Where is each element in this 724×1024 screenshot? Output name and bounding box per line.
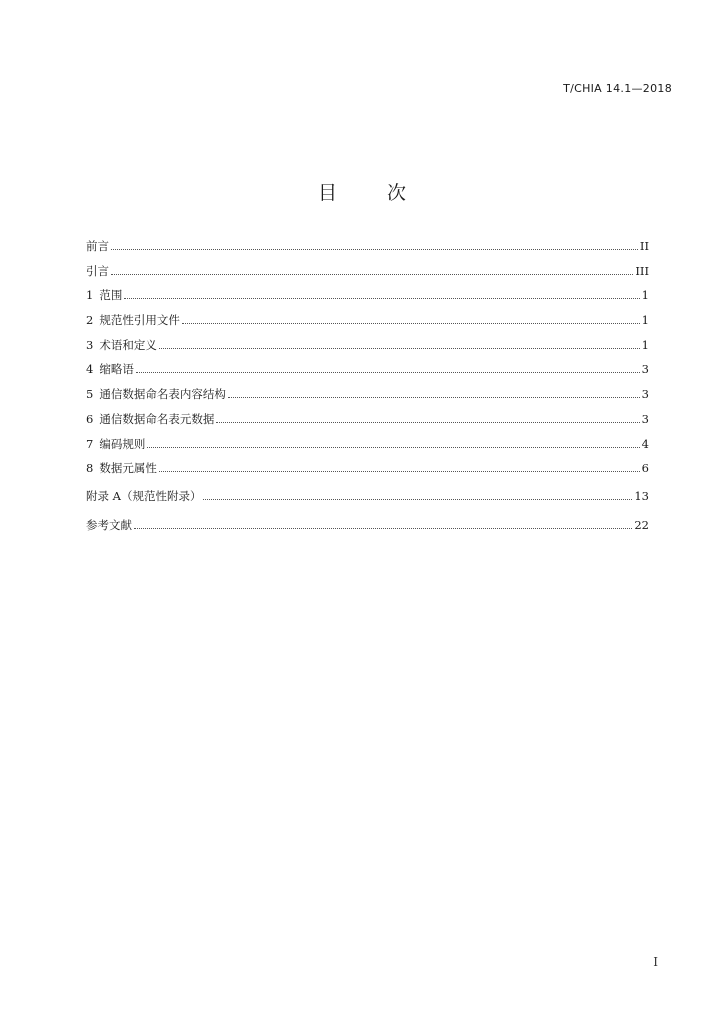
toc-leader-dots bbox=[147, 447, 639, 448]
toc-entry-page: 3 bbox=[641, 362, 649, 377]
toc-title: 目 次 bbox=[317, 182, 429, 204]
toc-entry-title: 术语和定义 bbox=[99, 337, 157, 352]
toc-entry-page: II bbox=[639, 239, 649, 253]
toc-leader-dots bbox=[159, 348, 640, 349]
toc-entry-section-4[interactable] bbox=[86, 361, 649, 386]
toc-leader-dots bbox=[124, 298, 639, 299]
toc-leader-dots bbox=[159, 471, 640, 472]
toc-leader-dots bbox=[216, 422, 639, 423]
page-number: I bbox=[653, 955, 658, 969]
toc-entry-title: 通信数据命名表元数据 bbox=[99, 411, 215, 426]
toc-entry-introduction[interactable] bbox=[86, 263, 649, 288]
toc-entry-section-3[interactable] bbox=[86, 337, 649, 362]
toc-entry-section-7[interactable] bbox=[86, 436, 649, 461]
toc-entry-title: 参考文献 bbox=[86, 517, 132, 532]
toc-entry-title: 前言 bbox=[86, 239, 109, 253]
toc-leader-dots bbox=[134, 528, 632, 529]
toc-entry-foreword[interactable] bbox=[86, 238, 649, 263]
toc-entry-section-6[interactable] bbox=[86, 411, 649, 436]
toc-entry-page: 1 bbox=[641, 288, 649, 303]
toc-entry-page: 1 bbox=[641, 313, 649, 328]
toc-entry-title: 规范性引用文件 bbox=[99, 313, 180, 328]
toc-leader-dots bbox=[111, 249, 638, 250]
toc-entry-number: 5 bbox=[86, 387, 94, 402]
toc-entry-page: 3 bbox=[641, 387, 649, 402]
toc-entry-page: III bbox=[635, 263, 649, 278]
toc-entry-page: 13 bbox=[634, 488, 649, 503]
toc-entry-title: 范围 bbox=[99, 288, 123, 303]
toc-entry-section-8[interactable] bbox=[86, 460, 649, 485]
toc-entry-number: 2 bbox=[86, 313, 94, 328]
toc-entry-section-5[interactable] bbox=[86, 386, 649, 411]
toc-entry-title: 引言 bbox=[86, 263, 109, 278]
toc-leader-dots bbox=[182, 323, 640, 324]
toc-entry-title: 缩略语 bbox=[99, 362, 134, 377]
toc-entry-section-2[interactable] bbox=[86, 312, 649, 337]
toc-entry-section-1[interactable] bbox=[86, 287, 649, 312]
toc-entry-title: 编码规则 bbox=[99, 436, 146, 451]
toc-entry-page: 4 bbox=[641, 436, 649, 451]
toc-entry-number: 3 bbox=[86, 337, 94, 352]
toc-entry-title: 附录 A（规范性附录） bbox=[86, 488, 202, 503]
toc-leader-dots bbox=[111, 274, 633, 275]
toc-entry-number: 6 bbox=[86, 411, 94, 426]
toc-entry-page: 1 bbox=[641, 337, 649, 352]
toc-entry-number: 1 bbox=[86, 288, 94, 303]
toc-entry-annex-a[interactable] bbox=[86, 488, 649, 514]
toc-leader-dots bbox=[228, 397, 640, 398]
toc-entry-bibliography[interactable] bbox=[86, 517, 649, 542]
toc-entry-number: 7 bbox=[86, 436, 94, 451]
toc-list bbox=[86, 238, 649, 542]
toc-entry-page: 6 bbox=[641, 461, 649, 476]
toc-entry-number: 4 bbox=[86, 362, 94, 377]
toc-entry-number: 8 bbox=[86, 461, 94, 476]
toc-leader-dots bbox=[203, 499, 632, 500]
document-code: T/CHIA 14.1—2018 bbox=[563, 82, 672, 95]
toc-entry-title: 通信数据命名表内容结构 bbox=[99, 387, 226, 402]
toc-entry-page: 3 bbox=[641, 411, 649, 426]
toc-leader-dots bbox=[136, 372, 640, 373]
toc-entry-title: 数据元属性 bbox=[99, 461, 157, 476]
toc-entry-page: 22 bbox=[634, 517, 649, 532]
